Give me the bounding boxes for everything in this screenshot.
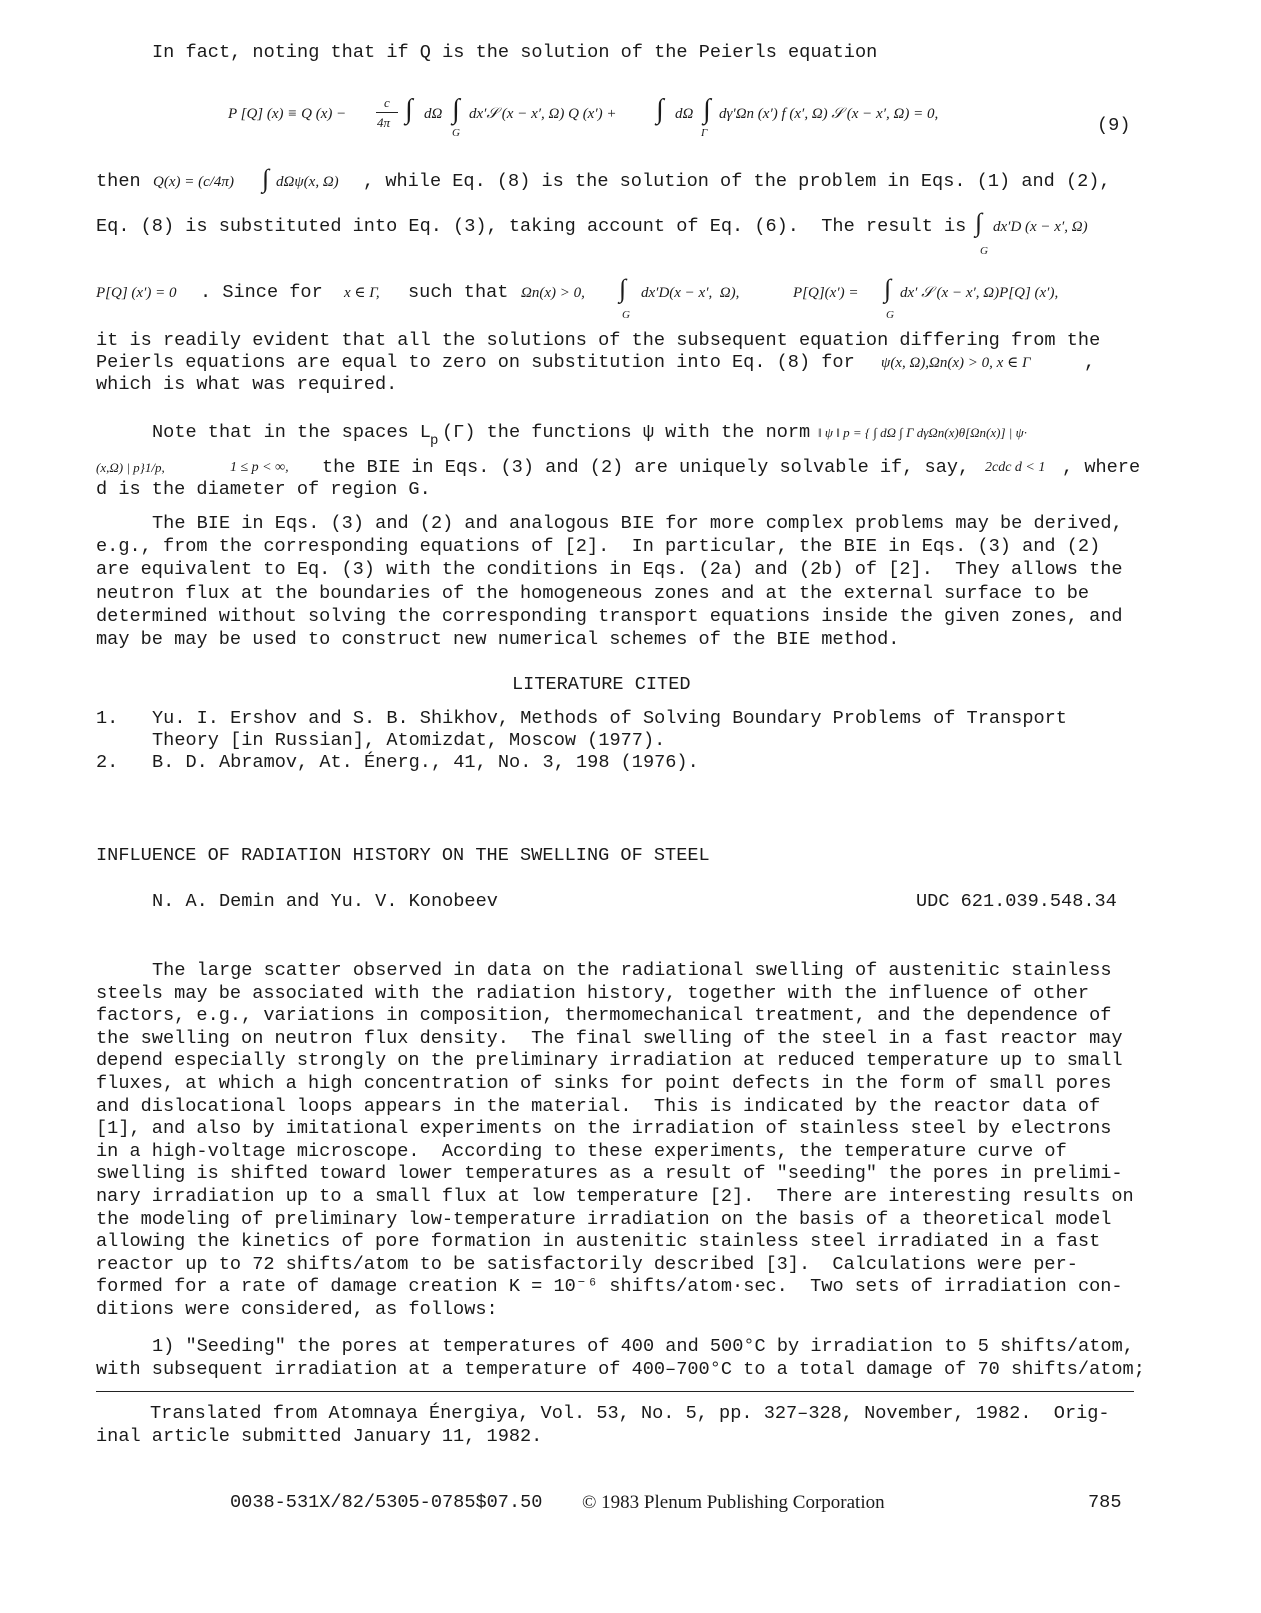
eq9-int3: ∫ <box>656 94 664 125</box>
ref-2-num: 2. <box>96 752 119 773</box>
eq9-int4: ∫ <box>703 94 711 125</box>
article-body: The large scatter observed in data on the radiational swelling of austenitic stainless steels may be associated with the radiation history, together with the influence of other factors, e.g., variations in composition, thermomechanical treatment, and the dependence of the swelling on neutron flux density. The final swelling of the steel in a fast reactor may depend especially strongly on the preliminary irradiation at reduced temperature up to small fluxes, at which a high concentration of sinks for point defects in the form of small pores and dislocational loops appears in the material. This is indicated by the reactor data of [1], and also by imitational experiments on the irradiation of stainless steel by electrons in a high-voltage microscope. According to these experiments, the temperature curve of swelling is shifted toward lower temperatures as a result of "seeding" the pores in prelimi- nary irradiation up to a small flux at low temperature [2]. There are interesting results on the modeling of preliminary low-temperature irradiation on the basis of a theoretical model allowing the kinetics of pore formation in austenitic stainless steel irradiated in a fast reactor up to 72 shifts/atom to be satisfactorily described [3]. Calculations were per- formed for a rate of damage creation K = 10⁻⁶ shifts/atom·sec. Two sets of irradiation con- ditions were considered, as follows: <box>96 960 1134 1320</box>
seeding-item: 1) "Seeding" the pores at temperatures of 400 and 500°C by irradiation to 5 shifts/atom, with subsequent irradiation at a temperature of 400–700°C to a total damage of 70 shifts/atom; <box>96 1336 1145 1381</box>
intro-line: In fact, noting that if Q is the solution of the Peierls equation <box>152 42 878 63</box>
ref-2-line1: B. D. Abramov, At. Énerg., 41, No. 3, 198 (1976). <box>152 752 699 773</box>
eq9-int1: ∫ <box>405 94 413 125</box>
ref-1-line2: Theory [in Russian], Atomizdat, Moscow (1977). <box>152 730 666 751</box>
eq9-term1: dΩ <box>424 106 443 122</box>
eq9-term3: dΩ <box>675 106 694 122</box>
page-number: 785 <box>1088 1492 1122 1513</box>
para-bie: The BIE in Eqs. (3) and (2) and analogous BIE for more complex problems may be derived, e.g., from the corresponding equations of [2]. In particular, the BIE in Eqs. (3) and (2) are equivalent to Eq. (3) with the conditions in Eqs. (2a) and (2b) of [2]. They allows the neutron flux at the boundaries of the homogeneous zones and at the external surface to be determined without solving the corresponding transport equations inside the given zones, and may be may be used to construct new numerical schemes of the BIE method. <box>96 513 1123 651</box>
eq9-lhs: P [Q] (x) ≡ Q (x) − <box>228 106 347 122</box>
footnote-rule <box>96 1391 1134 1392</box>
eq9-frac-bar <box>376 112 398 113</box>
eq9-frac-num: c <box>384 95 390 110</box>
eq9-term4: dγ′Ωn (x′) f (x′, Ω) 𝒮 (x − x′, Ω) = 0, <box>719 106 939 122</box>
eq9-int2: ∫ <box>452 94 460 125</box>
footer-code: 0038-531X/82/5305-0785$07.50 <box>230 1492 543 1513</box>
eq9-sub-g: G <box>452 127 460 139</box>
ref-1-num: 1. <box>96 708 119 729</box>
eq9-frac-den: 4π <box>377 115 391 130</box>
ref-1-line1: Yu. I. Ershov and S. B. Shikhov, Methods of Solving Boundary Problems of Transport <box>152 708 1067 729</box>
literature-heading: LITERATURE CITED <box>512 674 691 695</box>
eq9-sub-gamma: Γ <box>701 127 708 139</box>
footer-copyright: © 1983 Plenum Publishing Corporation <box>582 1492 885 1513</box>
eq9-number: (9) <box>1097 115 1131 136</box>
article-authors: N. A. Demin and Yu. V. Konobeev <box>152 891 498 912</box>
article-udc: UDC 621.039.548.34 <box>916 891 1117 912</box>
eq9-term2: dx′𝒮 (x − x′, Ω) Q (x′) + <box>469 106 617 122</box>
article-title: INFLUENCE OF RADIATION HISTORY ON THE SWELLING OF STEEL <box>96 845 710 866</box>
